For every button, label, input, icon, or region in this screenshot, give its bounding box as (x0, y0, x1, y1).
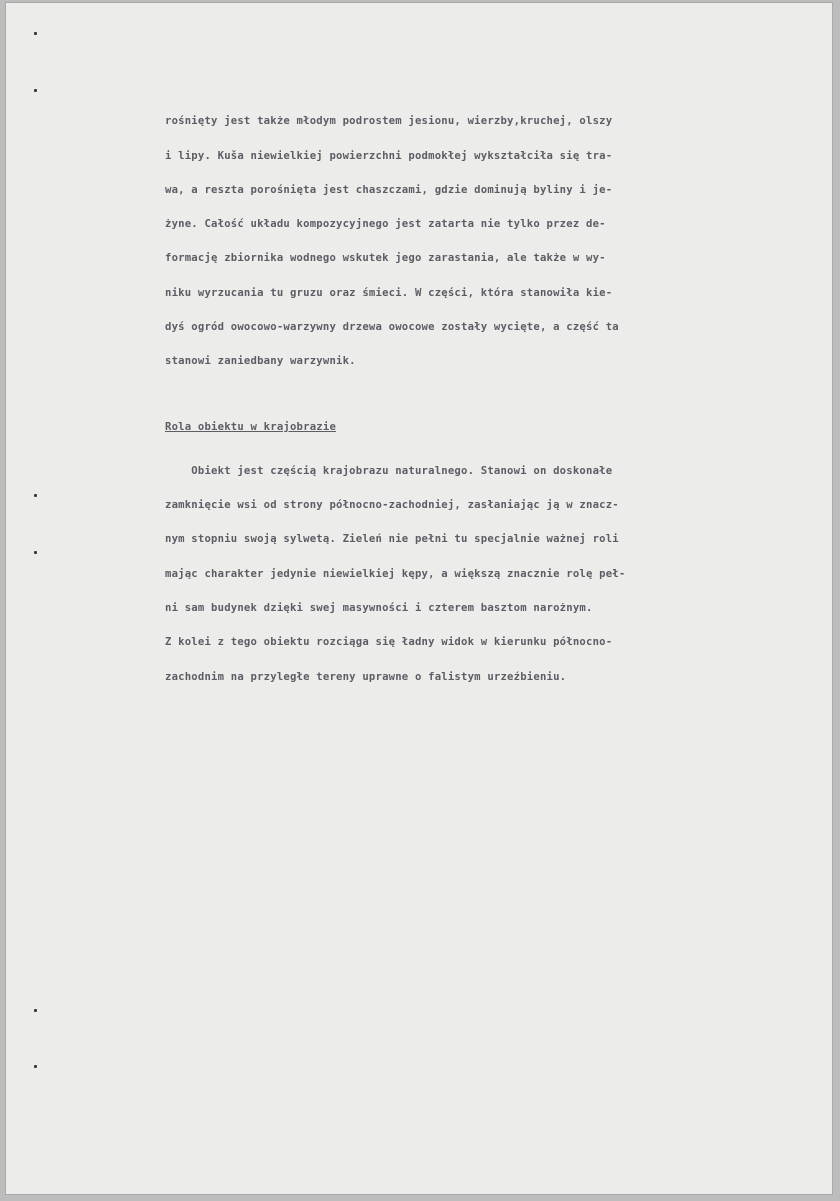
text-line: zamknięcie wsi od strony północno-zachodniej, zasłaniając ją w znacz- (165, 499, 619, 511)
document-page (5, 2, 833, 1195)
text-line: rośnięty jest także młodym podrostem jesionu, wierzby,kruchej, olszy (165, 115, 613, 127)
binding-hole-mark (34, 32, 37, 35)
text-line: mając charakter jedynie niewielkiej kępy, a większą znacznie rolę peł- (165, 568, 626, 580)
text-line: niku wyrzucania tu gruzu oraz śmieci. W części, która stanowiła kie- (165, 287, 613, 299)
text-line: Obiekt jest częścią krajobrazu naturalnego. Stanowi on doskonałe (165, 465, 613, 477)
text-line: dyś ogród owocowo-warzywny drzewa owocowe zostały wycięte, a część ta (165, 321, 619, 333)
text-line: formację zbiornika wodnego wskutek jego zarastania, ale także w wy- (165, 252, 606, 264)
binding-hole-mark (34, 1065, 37, 1068)
text-line: żyne. Całość układu kompozycyjnego jest zatarta nie tylko przez de- (165, 218, 606, 230)
text-line: zachodnim na przyległe tereny uprawne o falistym urzeźbieniu. (165, 671, 567, 683)
binding-hole-mark (34, 89, 37, 92)
text-line: Z kolei z tego obiektu rozciąga się ładny widok w kierunku północno- (165, 636, 613, 648)
binding-hole-mark (34, 494, 37, 497)
text-line: i lipy. Kuša niewielkiej powierzchni podmokłej wykształciła się tra- (165, 150, 613, 162)
text-line: stanowi zaniedbany warzywnik. (165, 355, 356, 367)
binding-hole-mark (34, 551, 37, 554)
text-line: ni sam budynek dzięki swej masywności i czterem basztom narożnym. (165, 602, 593, 614)
binding-hole-mark (34, 1009, 37, 1012)
text-line: wa, a reszta porośnięta jest chaszczami, gdzie dominują byliny i je- (165, 184, 613, 196)
text-line: nym stopniu swoją sylwetą. Zieleń nie pełni tu specjalnie ważnej roli (165, 533, 619, 545)
section-heading: Rola obiektu w krajobrazie (165, 421, 337, 433)
